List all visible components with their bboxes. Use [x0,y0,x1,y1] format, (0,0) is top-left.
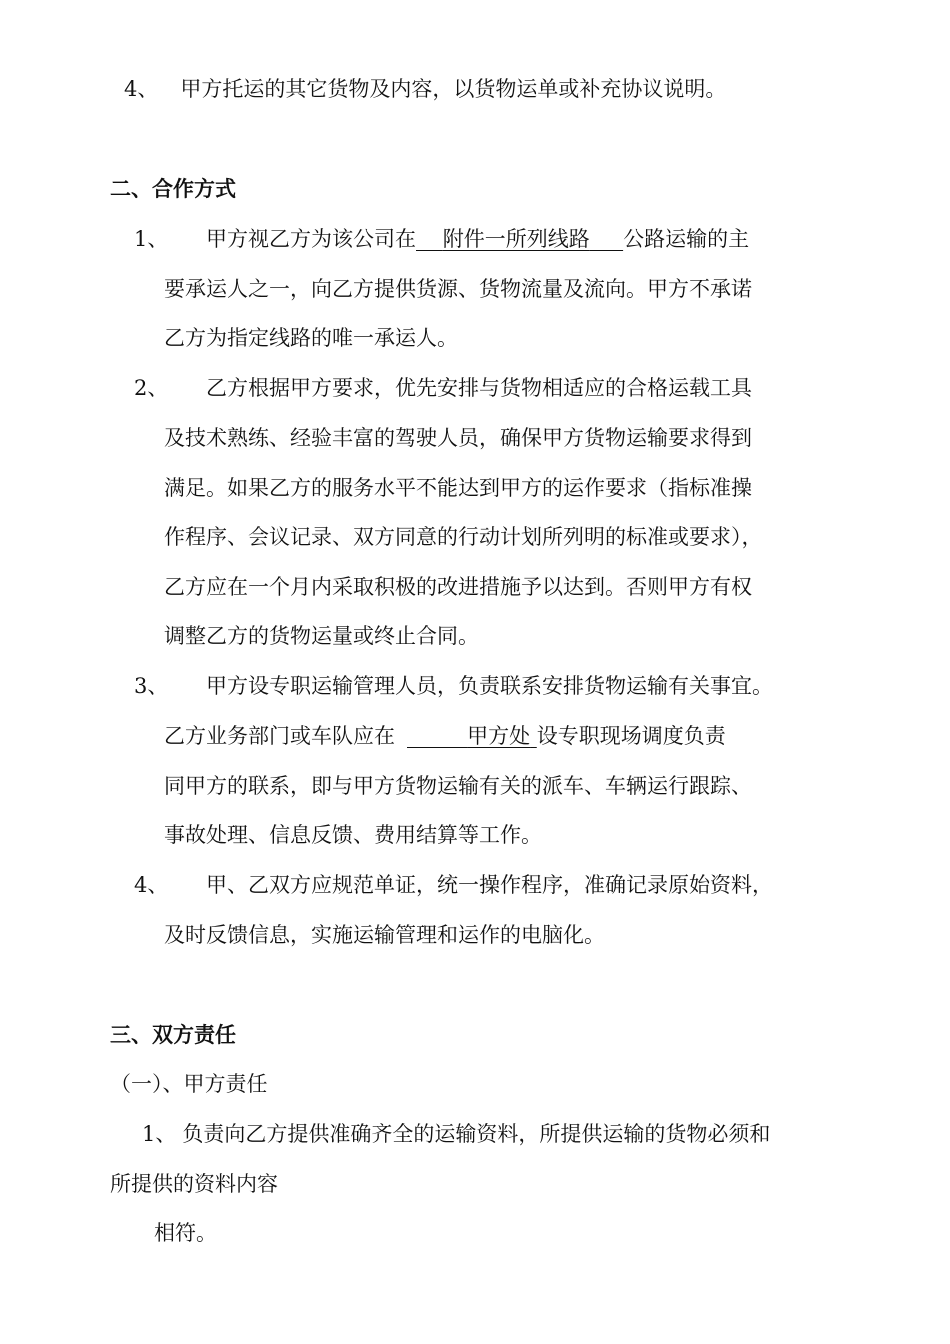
s2-item-4-line-1: 甲、乙双方应规范单证，统一操作程序，准确记录原始资料， [206,873,773,897]
section-3-heading: 三、双方责任 [110,1022,236,1047]
s2-item-1-line-1: 甲方视乙方为该公司在 附件一所列线路 公路运输的主 [206,227,750,251]
s2-item-3-line-1: 甲方设专职运输管理人员，负责联系安排货物运输有关事宜。 [206,674,773,698]
s2-item-1-line-3: 乙方为指定线路的唯一承运人。 [164,326,458,350]
blank-route-field: 附件一所列线路 [442,227,590,251]
blank-location-field: 甲方处 [467,724,531,748]
s3-item-1-line-3: 相符。 [154,1221,217,1245]
s2-item-2-line-6: 调整乙方的货物运量或终止合同。 [164,624,479,648]
s2-item-3-number: 3、 [134,674,169,698]
top-item-4 [124,74,726,104]
s2-item-3-line-3: 同甲方的联系，即与甲方货物运输有关的派车、车辆运行跟踪、 [164,774,752,798]
s2-item-2-line-5: 乙方应在一个月内采取积极的改进措施予以达到。否则甲方有权 [164,575,752,599]
s2-item-2-number: 2、 [134,376,169,400]
s2-item-3-line-4: 事故处理、信息反馈、费用结算等工作。 [164,823,542,847]
section-3-subheading: （一）、甲方责任 [110,1072,268,1096]
section-2-heading: 二、合作方式 [110,176,236,201]
s3-item-1-number: 1、 [142,1122,177,1146]
s3-item-1-line-2: 所提供的资料内容 [110,1172,278,1196]
s2-item-1-number: 1、 [134,227,169,251]
s2-item-2-line-3: 满足。如果乙方的服务水平不能达到甲方的运作要求（指标准操 [164,476,752,500]
s2-item-2-line-4: 作程序、会议记录、双方同意的行动计划所列明的标准或要求）， [164,525,763,549]
s2-item-3-line-2: 乙方业务部门或车队应在 甲方处 设专职现场调度负责 [164,724,726,748]
s3-item-1-line-1: 1、 负责向乙方提供准确齐全的运输资料，所提供运输的货物必须和 [142,1122,771,1146]
top-item-4-text: 甲方托运的其它货物及内容，以货物运单或补充协议说明。 [180,77,727,101]
s2-item-4-line-2: 及时反馈信息，实施运输管理和运作的电脑化。 [164,923,605,947]
s2-item-2-line-1: 乙方根据甲方要求，优先安排与货物相适应的合格运载工具 [206,376,752,400]
s2-item-1-line-2: 要承运人之一，向乙方提供货源、货物流量及流向。甲方不承诺 [164,277,752,301]
s2-item-2-line-2: 及技术熟练、经验丰富的驾驶人员，确保甲方货物运输要求得到 [164,426,752,450]
s2-item-4-number: 4、 [134,873,169,897]
top-item-4-number: 4、 [124,77,159,101]
